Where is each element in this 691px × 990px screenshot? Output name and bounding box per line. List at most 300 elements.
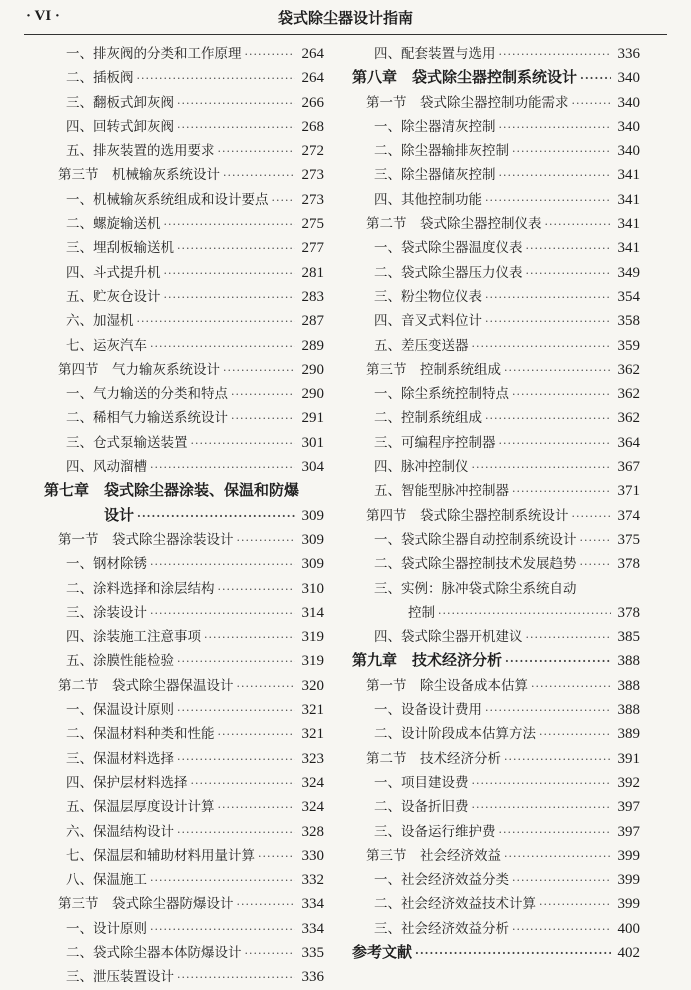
dot-leader — [137, 510, 295, 523]
toc-entry-item — [352, 820, 640, 844]
dot-leader — [223, 364, 295, 377]
dot-leader — [150, 607, 295, 620]
toc-entry-page: 328 — [301, 823, 324, 840]
toc-entry-title: 控制 — [408, 604, 435, 621]
toc-entry-item — [352, 236, 640, 260]
toc-entry-page: 290 — [301, 361, 324, 378]
toc-entry-item — [44, 941, 324, 965]
dot-leader — [485, 291, 611, 304]
toc-entry-item — [44, 795, 324, 819]
toc-entry-page: 319 — [301, 653, 324, 670]
toc-entry-item — [44, 236, 324, 260]
dot-leader — [472, 801, 612, 814]
toc-entry-item — [352, 528, 640, 552]
dot-leader — [526, 242, 612, 255]
toc-entry-title: 一、除尘器清灰控制 — [374, 118, 496, 135]
dot-leader — [499, 826, 612, 839]
header-rule — [24, 34, 667, 35]
dot-leader — [504, 364, 611, 377]
toc-entry-title: 二、设计阶段成本估算方法 — [374, 726, 536, 743]
dot-leader — [545, 218, 612, 231]
toc-entry-chapter — [352, 649, 640, 673]
toc-entry-item — [352, 479, 640, 503]
toc-entry-page: 378 — [617, 556, 640, 573]
toc-entry-section — [352, 504, 640, 528]
toc-entry-page: 291 — [301, 410, 324, 427]
toc-entry-page: 334 — [301, 896, 324, 913]
toc-entry-page: 402 — [617, 944, 640, 961]
toc-entry-cont-item — [352, 601, 640, 625]
dot-leader — [580, 534, 612, 547]
toc-entry-title: 二、除尘器输排灰控制 — [374, 143, 509, 160]
toc-entry-title: 四、音叉式料位计 — [374, 313, 482, 330]
toc-entry-title: 第二节 袋式除尘器保温设计 — [58, 677, 234, 694]
toc-entry-page: 359 — [617, 337, 640, 354]
toc-entry-page: 354 — [617, 288, 640, 305]
dot-leader — [415, 947, 611, 960]
page-number: · VI · — [26, 8, 60, 24]
dot-leader — [499, 48, 612, 61]
toc-entry-page: 336 — [617, 46, 640, 62]
dot-leader — [485, 704, 611, 717]
toc-entry-section — [44, 892, 324, 916]
book-title: 袋式除尘器设计指南 — [277, 9, 413, 27]
toc-entry-page: 301 — [301, 434, 324, 451]
toc-entry-title: 四、其他控制功能 — [374, 191, 482, 208]
toc-entry-item — [44, 577, 324, 601]
toc-entry-item — [352, 698, 640, 722]
toc-entry-page: 324 — [301, 774, 324, 791]
dot-leader — [531, 680, 611, 693]
toc-entry-title: 六、保温结构设计 — [66, 823, 174, 840]
toc-entry-section — [44, 358, 324, 382]
toc-entry-page: 310 — [301, 580, 324, 597]
toc-entry-item — [352, 722, 640, 746]
toc-entry-title: 四、涂装施工注意事项 — [66, 629, 201, 646]
toc-entry-title: 三、设备运行维护费 — [374, 823, 496, 840]
toc-entry-page: 336 — [301, 969, 324, 986]
toc-entry-item — [44, 917, 324, 941]
dot-leader — [485, 315, 611, 328]
toc-entry-title: 一、袋式除尘器温度仪表 — [374, 240, 523, 257]
dot-leader — [526, 267, 612, 280]
toc-entry-page: 397 — [617, 823, 640, 840]
toc-entry-page: 358 — [617, 313, 640, 330]
toc-column-right — [352, 42, 640, 965]
toc-entry-section — [352, 844, 640, 868]
dot-leader — [438, 607, 611, 620]
dot-leader — [504, 850, 611, 863]
toc-entry-section — [352, 747, 640, 771]
dot-leader — [177, 826, 295, 839]
toc-entry-title: 二、袋式除尘器本体防爆设计 — [66, 944, 242, 961]
toc-entry-item — [352, 577, 640, 601]
toc-entry-page: 349 — [617, 264, 640, 281]
dot-leader — [177, 242, 295, 255]
toc-entry-page: 364 — [617, 434, 640, 451]
toc-entry-item — [44, 261, 324, 285]
toc-entry-item — [44, 552, 324, 576]
toc-entry-page: 334 — [301, 920, 324, 937]
toc-entry-page: 324 — [301, 799, 324, 816]
toc-entry-page: 362 — [617, 410, 640, 427]
toc-entry-item — [352, 285, 640, 309]
toc-entry-page: 268 — [301, 118, 324, 135]
toc-entry-page: 400 — [617, 920, 640, 937]
toc-entry-page: 392 — [617, 774, 640, 791]
toc-entry-title: 四、斗式提升机 — [66, 264, 161, 281]
toc-entry-item — [44, 139, 324, 163]
toc-entry-item — [44, 601, 324, 625]
toc-entry-cont — [44, 504, 324, 528]
toc-entry-title: 三、泄压装置设计 — [66, 969, 174, 986]
toc-entry-item — [44, 42, 324, 66]
toc-entry-page: 391 — [617, 750, 640, 767]
dot-leader — [191, 437, 296, 450]
toc-entry-section — [44, 163, 324, 187]
dot-leader — [580, 72, 611, 85]
dot-leader — [191, 777, 296, 790]
toc-entry-page: 287 — [301, 313, 324, 330]
toc-entry-page: 283 — [301, 288, 324, 305]
toc-entry-title: 四、袋式除尘器开机建议 — [374, 629, 523, 646]
toc-entry-title: 设计 — [104, 505, 135, 524]
toc-entry-page: 314 — [301, 604, 324, 621]
toc-entry-refs — [352, 941, 640, 965]
toc-entry-page: 309 — [301, 556, 324, 573]
toc-entry-title: 一、气力输送的分类和特点 — [66, 386, 228, 403]
toc-entry-title: 一、钢材除锈 — [66, 556, 147, 573]
toc-entry-page: 309 — [301, 507, 324, 524]
dot-leader — [512, 485, 611, 498]
toc-entry-page: 289 — [301, 337, 324, 354]
dot-leader — [539, 728, 611, 741]
toc-entry-item — [352, 261, 640, 285]
toc-entry-section — [352, 91, 640, 115]
dot-leader — [505, 655, 611, 668]
dot-leader — [512, 923, 611, 936]
toc-entry-title: 第四节 气力输灰系统设计 — [58, 361, 220, 378]
dot-leader — [231, 412, 295, 425]
toc-entry-title: 七、保温层和辅助材料用量计算 — [66, 847, 255, 864]
toc-entry-page: 362 — [617, 386, 640, 403]
toc-entry-title: 二、保温材料种类和性能 — [66, 726, 215, 743]
toc-entry-page: 340 — [617, 70, 640, 87]
toc-entry-item — [44, 406, 324, 430]
toc-entry-page: 397 — [617, 799, 640, 816]
dot-leader — [204, 631, 295, 644]
toc-entry-title: 三、涂装设计 — [66, 604, 147, 621]
dot-leader — [218, 583, 296, 596]
toc-entry-item — [44, 771, 324, 795]
toc-entry-title: 第九章 技术经济分析 — [352, 651, 503, 670]
toc-entry-item — [44, 698, 324, 722]
toc-entry-item — [352, 892, 640, 916]
toc-entry-title: 二、袋式除尘器控制技术发展趋势 — [374, 556, 577, 573]
toc-entry-title: 一、袋式除尘器自动控制系统设计 — [374, 531, 577, 548]
toc-entry-title: 三、可编程序控制器 — [374, 434, 496, 451]
toc-entry-page: 399 — [617, 896, 640, 913]
toc-entry-page: 399 — [617, 847, 640, 864]
toc-entry-title: 三、埋刮板输送机 — [66, 240, 174, 257]
toc-entry-section — [352, 674, 640, 698]
toc-entry-item — [352, 455, 640, 479]
toc-entry-page: 341 — [617, 191, 640, 208]
toc-entry-title: 四、配套装置与选用 — [374, 46, 496, 62]
dot-leader — [150, 340, 295, 353]
toc-entry-chapter — [44, 479, 324, 503]
toc-entry-title: 二、社会经济效益技术计算 — [374, 896, 536, 913]
toc-entry-chapter — [352, 66, 640, 90]
toc-entry-title: 四、保护层材料选择 — [66, 774, 188, 791]
toc-entry-page: 273 — [301, 167, 324, 184]
toc-entry-title: 六、加湿机 — [66, 313, 134, 330]
toc-entry-page: 341 — [617, 216, 640, 233]
dot-leader — [150, 923, 295, 936]
toc-entry-item — [44, 382, 324, 406]
dot-leader — [218, 145, 296, 158]
dot-leader — [150, 558, 295, 571]
dot-leader — [245, 48, 296, 61]
toc-entry-section — [44, 528, 324, 552]
toc-entry-title: 五、智能型脉冲控制器 — [374, 483, 509, 500]
dot-leader — [137, 315, 296, 328]
toc-entry-title: 第二节 技术经济分析 — [366, 750, 501, 767]
toc-entry-item — [44, 965, 324, 989]
toc-entry-title: 四、回转式卸灰阀 — [66, 118, 174, 135]
dot-leader — [218, 801, 296, 814]
toc-entry-page: 374 — [617, 507, 640, 524]
toc-entry-page: 281 — [301, 264, 324, 281]
toc-entry-item — [44, 820, 324, 844]
dot-leader — [512, 874, 611, 887]
dot-leader — [231, 388, 295, 401]
toc-entry-item — [44, 188, 324, 212]
toc-entry-title: 一、设计原则 — [66, 920, 147, 937]
dot-leader — [539, 898, 611, 911]
toc-entry-item — [352, 431, 640, 455]
dot-leader — [485, 412, 611, 425]
toc-entry-page: 378 — [617, 604, 640, 621]
toc-entry-title: 一、排灰阀的分类和工作原理 — [66, 46, 242, 62]
dot-leader — [177, 97, 295, 110]
toc-entry-item — [44, 91, 324, 115]
toc-entry-title: 二、稀相气力输送系统设计 — [66, 410, 228, 427]
toc-entry-title: 三、仓式泵输送装置 — [66, 434, 188, 451]
toc-entry-page: 388 — [617, 702, 640, 719]
page-header — [0, 0, 691, 36]
toc-entry-title: 五、贮灰仓设计 — [66, 288, 161, 305]
toc-entry-title: 四、风动溜槽 — [66, 459, 147, 476]
dot-leader — [526, 631, 612, 644]
dot-leader — [572, 97, 612, 110]
toc-entry-page: 266 — [301, 94, 324, 111]
toc-entry-page: 330 — [301, 847, 324, 864]
toc-entry-page: 371 — [617, 483, 640, 500]
toc-entry-title: 一、保温设计原则 — [66, 702, 174, 719]
dot-leader — [164, 291, 296, 304]
toc-entry-item — [352, 771, 640, 795]
toc-entry-item — [352, 382, 640, 406]
toc-entry-item — [44, 455, 324, 479]
toc-entry-title: 第一节 袋式除尘器涂装设计 — [58, 531, 234, 548]
toc-entry-page: 275 — [301, 216, 324, 233]
toc-entry-page: 332 — [301, 872, 324, 889]
toc-entry-item — [44, 334, 324, 358]
toc-entry-item — [44, 722, 324, 746]
dot-leader — [164, 267, 296, 280]
toc-entry-section — [44, 674, 324, 698]
toc-entry-title: 一、设备设计费用 — [374, 702, 482, 719]
dot-leader — [499, 121, 612, 134]
dot-leader — [137, 72, 296, 85]
toc-entry-item — [352, 309, 640, 333]
toc-entry-page: 340 — [617, 118, 640, 135]
toc-entry-item — [352, 917, 640, 941]
toc-entry-page: 277 — [301, 240, 324, 257]
toc-entry-item — [352, 868, 640, 892]
toc-entry-page: 399 — [617, 872, 640, 889]
dot-leader — [177, 655, 295, 668]
toc-entry-title: 三、实例：脉冲袋式除尘系统自动 — [374, 580, 577, 597]
toc-entry-page: 309 — [301, 531, 324, 548]
toc-entry-item — [44, 844, 324, 868]
toc-entry-item — [44, 625, 324, 649]
dot-leader — [499, 169, 612, 182]
toc-entry-page: 341 — [617, 240, 640, 257]
toc-entry-item — [44, 66, 324, 90]
toc-entry-page: 375 — [617, 531, 640, 548]
dot-leader — [237, 898, 296, 911]
toc-entry-item — [352, 188, 640, 212]
toc-entry-title: 四、脉冲控制仪 — [374, 459, 469, 476]
toc-entry-page: 304 — [301, 459, 324, 476]
dot-leader — [485, 194, 611, 207]
dot-leader — [150, 461, 295, 474]
toc-entry-title: 参考文献 — [352, 942, 413, 961]
dot-leader — [218, 728, 296, 741]
toc-entry-page: 335 — [301, 944, 324, 961]
toc-entry-item — [44, 649, 324, 673]
toc-entry-page: 273 — [301, 191, 324, 208]
toc-entry-page: 340 — [617, 143, 640, 160]
toc-entry-page: 290 — [301, 386, 324, 403]
toc-entry-title: 七、运灰汽车 — [66, 337, 147, 354]
toc-entry-item — [352, 115, 640, 139]
toc-entry-page: 367 — [617, 459, 640, 476]
dot-leader — [150, 874, 295, 887]
dot-leader — [237, 534, 296, 547]
toc-entry-title: 三、翻板式卸灰阀 — [66, 94, 174, 111]
dot-leader — [177, 753, 295, 766]
toc-entry-page: 341 — [617, 167, 640, 184]
toc-entry-item — [44, 212, 324, 236]
toc-entry-page: 321 — [301, 702, 324, 719]
toc-entry-title: 第八章 袋式除尘器控制系统设计 — [352, 68, 578, 87]
toc-entry-title: 二、袋式除尘器压力仪表 — [374, 264, 523, 281]
toc-entry-title: 三、除尘器储灰控制 — [374, 167, 496, 184]
toc-entry-item — [352, 552, 640, 576]
toc-entry-item — [352, 334, 640, 358]
toc-entry-title: 第三节 控制系统组成 — [366, 361, 501, 378]
toc-entry-title: 二、插板阀 — [66, 70, 134, 87]
toc-entry-page: 319 — [301, 629, 324, 646]
toc-entry-section — [352, 358, 640, 382]
dot-leader — [237, 680, 296, 693]
dot-leader — [177, 121, 295, 134]
toc-entry-title: 三、社会经济效益分析 — [374, 920, 509, 937]
dot-leader — [472, 777, 612, 790]
toc-entry-item — [44, 431, 324, 455]
toc-entry-title: 五、差压变送器 — [374, 337, 469, 354]
toc-entry-title: 一、除尘系统控制特点 — [374, 386, 509, 403]
toc-entry-item — [44, 309, 324, 333]
toc-entry-item — [352, 625, 640, 649]
toc-entry-item — [352, 42, 640, 66]
dot-leader — [258, 850, 295, 863]
dot-leader — [164, 218, 296, 231]
toc-entry-title: 二、控制系统组成 — [374, 410, 482, 427]
dot-leader — [177, 704, 295, 717]
toc-entry-title: 三、粉尘物位仪表 — [374, 288, 482, 305]
toc-entry-item — [44, 285, 324, 309]
toc-entry-title: 第四节 袋式除尘器控制系统设计 — [366, 507, 569, 524]
toc-entry-page: 388 — [617, 653, 640, 670]
toc-entry-page: 385 — [617, 629, 640, 646]
dot-leader — [512, 388, 611, 401]
toc-entry-title: 一、社会经济效益分类 — [374, 872, 509, 889]
toc-entry-item — [352, 795, 640, 819]
toc-entry-title: 第七章 袋式除尘器涂装、保温和防爆 — [44, 481, 300, 500]
toc-entry-item — [44, 115, 324, 139]
dot-leader — [512, 145, 611, 158]
toc-entry-title: 第一节 袋式除尘器控制功能需求 — [366, 94, 569, 111]
toc-entry-title: 第一节 除尘设备成本估算 — [366, 677, 528, 694]
dot-leader — [272, 194, 296, 207]
toc-entry-page: 388 — [617, 677, 640, 694]
toc-entry-title: 二、设备折旧费 — [374, 799, 469, 816]
toc-entry-page: 389 — [617, 726, 640, 743]
toc-entry-section — [352, 212, 640, 236]
dot-leader — [472, 461, 612, 474]
toc-entry-page: 320 — [301, 677, 324, 694]
toc-entry-page: 362 — [617, 361, 640, 378]
toc-entry-title: 第三节 机械输灰系统设计 — [58, 167, 220, 184]
toc-entry-item — [44, 747, 324, 771]
dot-leader — [245, 947, 296, 960]
toc-entry-title: 一、机械输灰系统组成和设计要点 — [66, 191, 269, 208]
toc-entry-item — [44, 868, 324, 892]
dot-leader — [580, 558, 612, 571]
dot-leader — [499, 437, 612, 450]
toc-entry-title: 三、保温材料选择 — [66, 750, 174, 767]
dot-leader — [572, 510, 612, 523]
toc-column-left — [44, 42, 324, 990]
dot-leader — [472, 340, 612, 353]
toc-entry-title: 五、涂膜性能检验 — [66, 653, 174, 670]
toc-entry-title: 五、保温层厚度设计计算 — [66, 799, 215, 816]
toc-entry-title: 第二节 袋式除尘器控制仪表 — [366, 216, 542, 233]
toc-entry-title: 第三节 袋式除尘器防爆设计 — [58, 896, 234, 913]
dot-leader — [177, 971, 295, 984]
toc-entry-title: 八、保温施工 — [66, 872, 147, 889]
toc-entry-item — [352, 406, 640, 430]
dot-leader — [223, 169, 295, 182]
toc-entry-item — [352, 163, 640, 187]
toc-entry-page: 321 — [301, 726, 324, 743]
toc-entry-page: 323 — [301, 750, 324, 767]
toc-entry-title: 五、排灰装置的选用要求 — [66, 143, 215, 160]
